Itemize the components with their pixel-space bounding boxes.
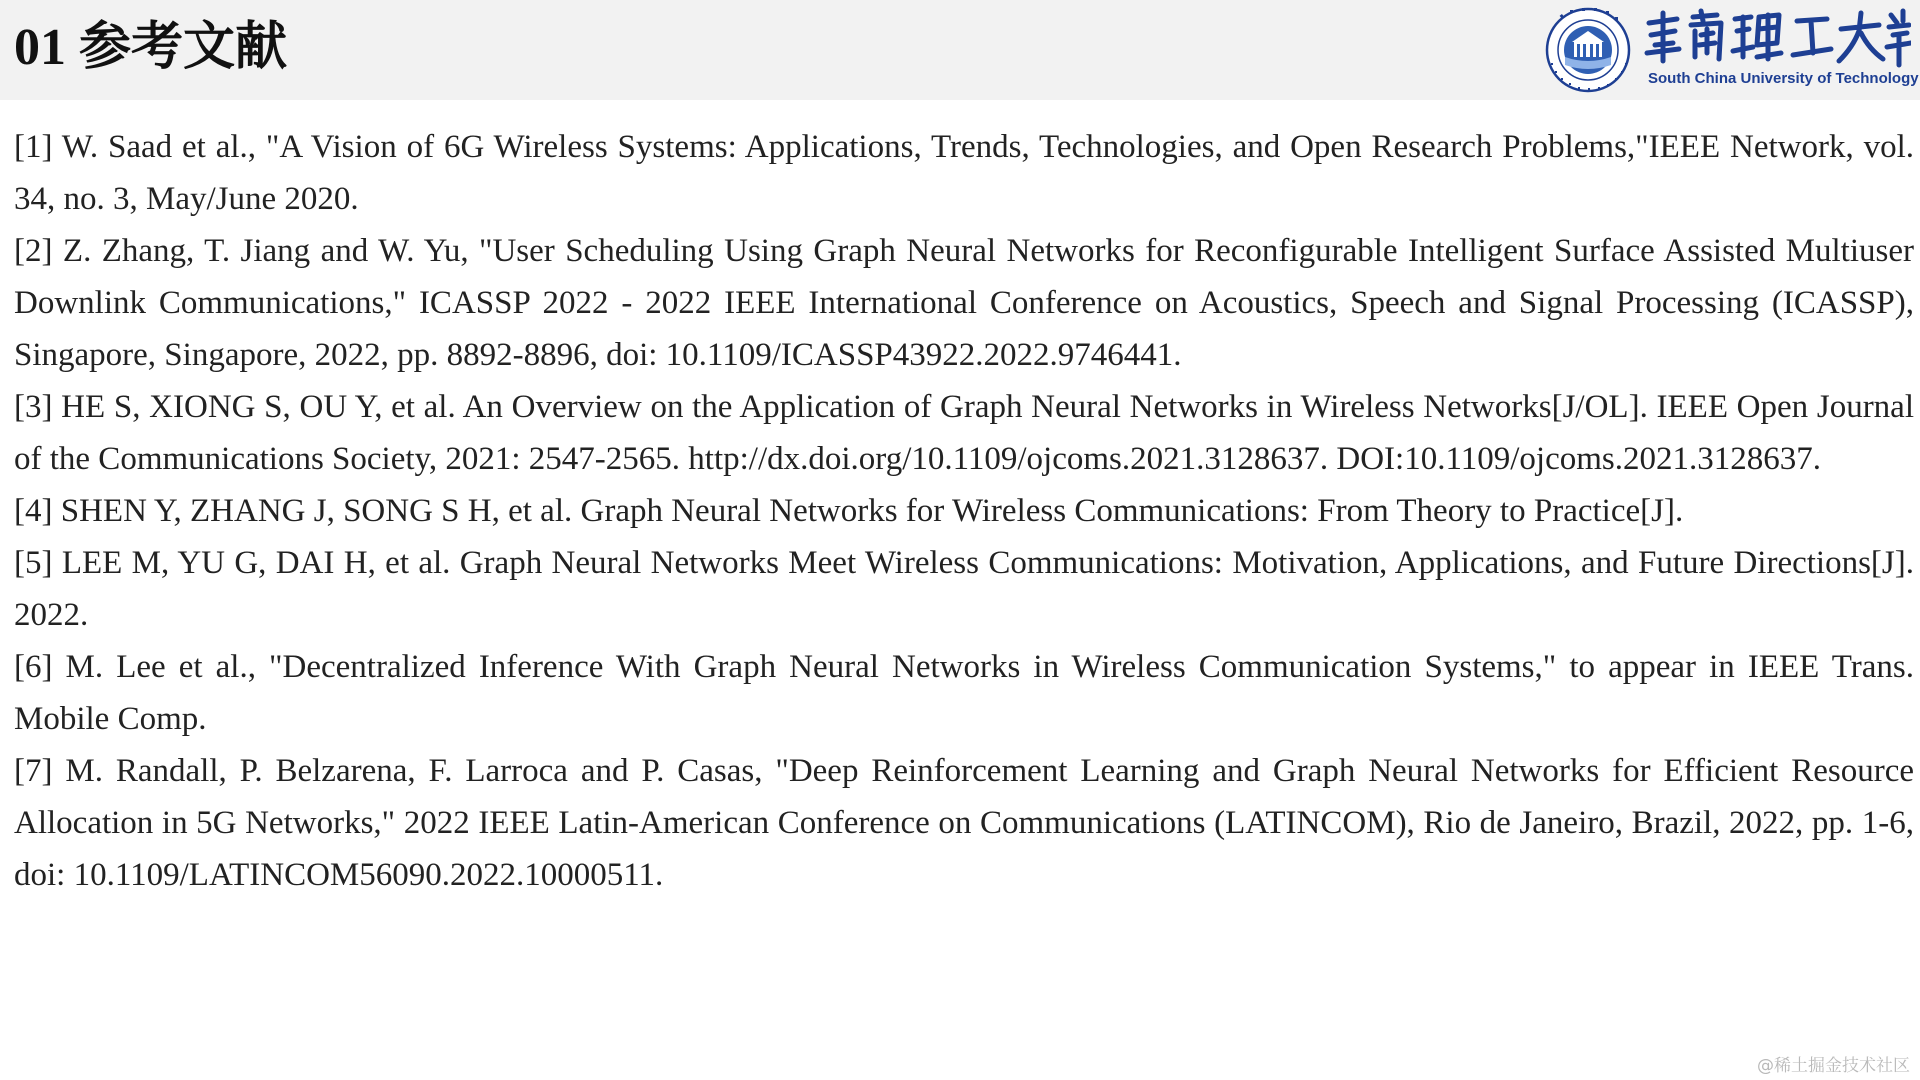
reference-item: [4] SHEN Y, ZHANG J, SONG S H, et al. Graph Neural Networks for Wireless Communications: From Theory to Practice[J]. (14, 493, 1684, 529)
university-logo (1545, 7, 1919, 93)
reference-item: [5] LEE M, YU G, DAI H, et al. Graph Neural Networks Meet Wireless Communications: Motivation, Applications, and Future Directions[J]. 2022. (14, 545, 1914, 633)
reference-item: [3] HE S, XIONG S, OU Y, et al. An Overview on the Application of Graph Neural Networks in Wireless Networks[J/OL]. IEEE Open Journal of the Communications Society, 2021: 2547-2565. http://dx.doi.org/10.1109/ojcoms.2021.3128637. DOI:10.1109/ojcoms.2021.3128637. (14, 389, 1914, 477)
page-title: 01 参考文献 (14, 19, 288, 76)
reference-item: [6] M. Lee et al., "Decentralized Inference With Graph Neural Networks in Wireless Communication Systems," to appear in IEEE Trans. Mobile Comp. (14, 649, 1914, 737)
university-name-calligraphy (1641, 7, 1911, 69)
reference-item: [7] M. Randall, P. Belzarena, F. Larroca and P. Casas, "Deep Reinforcement Learning and Graph Neural Networks for Efficient Resource Allocation in 5G Networks," 2022 IEEE Latin-American Conference on Communications (LATINCOM), Rio de Janeiro, Brazil, 2022, pp. 1-6, doi: 10.1109/LATINCOM56090.2022.10000511. (14, 753, 1914, 893)
reference-list (14, 121, 1914, 901)
university-seal-icon (1545, 7, 1631, 93)
watermark: @稀土掘金技术社区 (1757, 1056, 1910, 1076)
reference-item: [2] Z. Zhang, T. Jiang and W. Yu, "User Scheduling Using Graph Neural Networks for Reconfigurable Intelligent Surface Assisted Multiuser Downlink Communications," ICASSP 2022 - 2022 IEEE International Conference on Acoustics, Speech and Signal Processing (ICASSP), Singapore, Singapore, 2022, pp. 8892-8896, doi: 10.1109/ICASSP43922.2022.9746441. (14, 233, 1914, 373)
university-name-english: South China University of Technology (1648, 70, 1919, 87)
reference-item: [1] W. Saad et al., "A Vision of 6G Wireless Systems: Applications, Trends, Technologies, and Open Research Problems,"IEEE Network, vol. 34, no. 3, May/June 2020. (14, 129, 1914, 217)
slide-header (0, 0, 1920, 100)
